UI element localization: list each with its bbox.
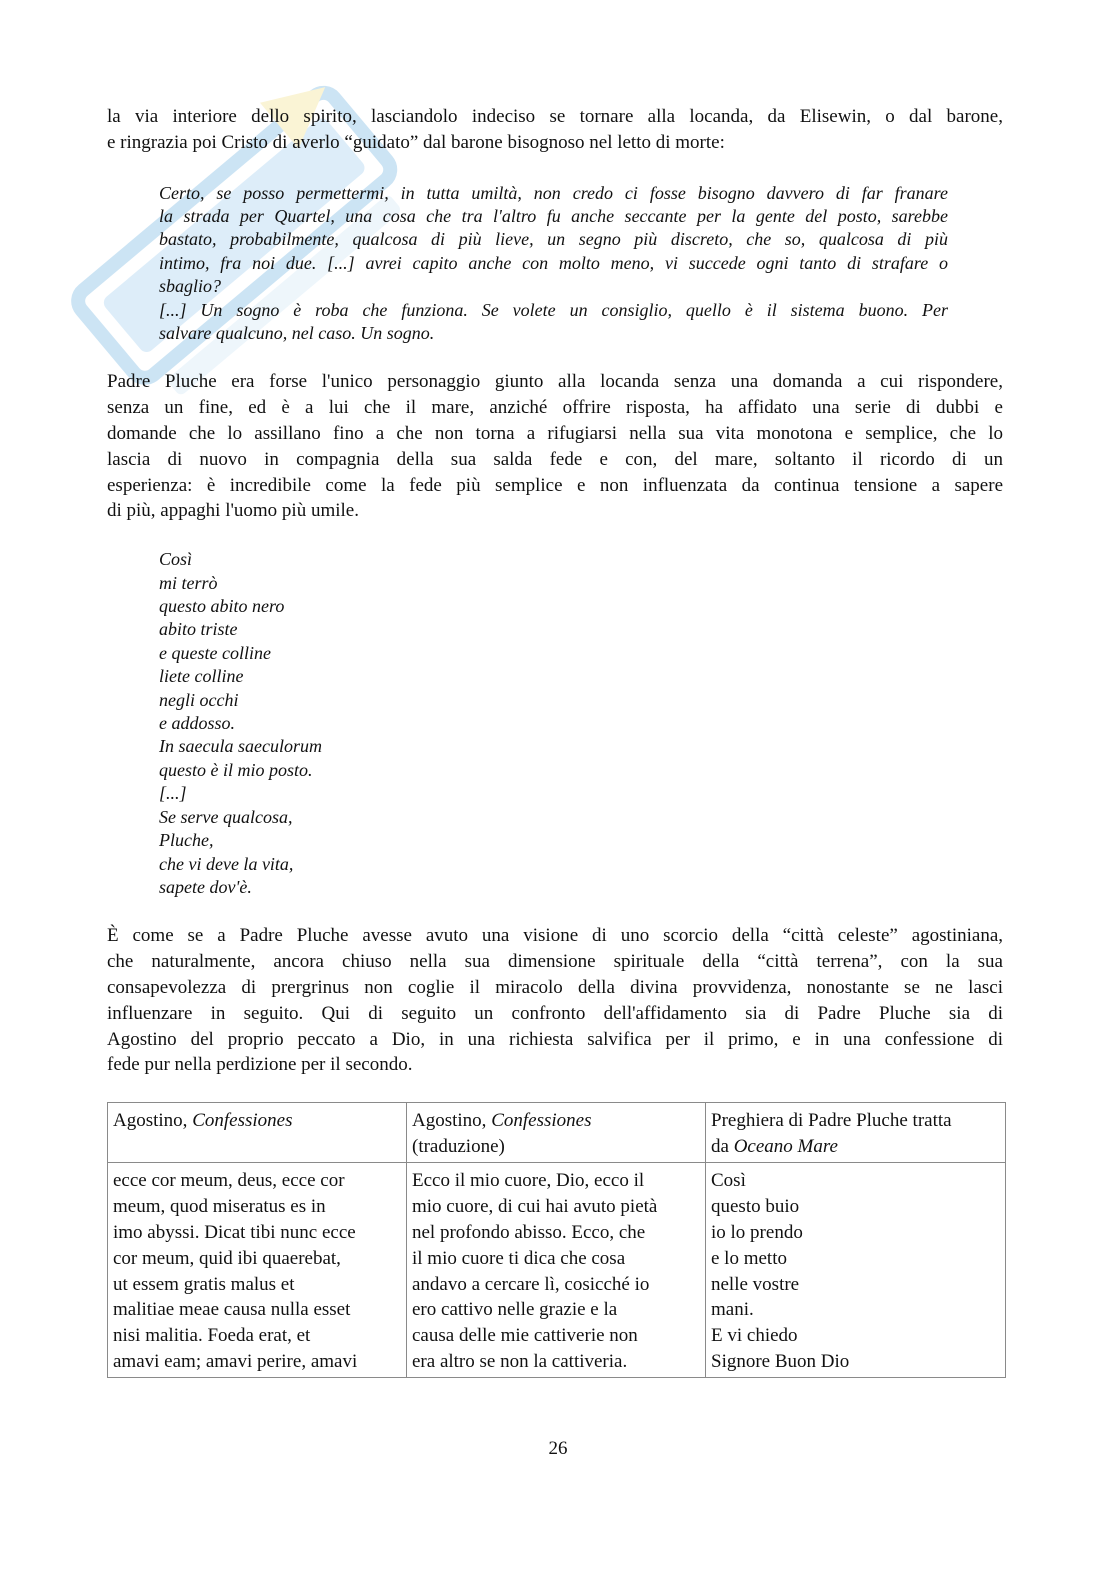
poem-line: Se serve qualcosa,: [159, 806, 293, 827]
quote-line: bastato, probabilmente, qualcosa di più lieve, un segno più discreto, che so, qualcosa di più: [159, 229, 948, 250]
text-line: la via interiore dello spirito, lasciandolo indeciso se tornare alla locanda, da Elisewin, o dal barone,: [107, 106, 1003, 127]
paragraph-intro: [107, 104, 1003, 156]
text-line: e ringrazia poi Cristo di averlo “guidato” dal barone bisognoso nel letto di morte:: [107, 131, 725, 153]
table-header-cell: Agostino, Confessiones: [108, 1103, 407, 1163]
table-header-row: [108, 1103, 1006, 1163]
quote-line: [...] Un sogno è roba che funziona. Se volete un consiglio, quello è il sistema buono. Per: [159, 299, 948, 320]
table-cell-prayer: Così questo buio io lo prendo e lo metto nelle vostre mani. E vi chiedo Signore Buon Dio: [706, 1162, 1006, 1377]
poem-line: abito triste: [159, 619, 238, 640]
table-header-cell: Agostino, Confessiones (traduzione): [407, 1103, 706, 1163]
table-cell-translation: Ecco il mio cuore, Dio, ecco il mio cuore, di cui hai avuto pietà nel profondo abisso. Ecco, che il mio cuore ti dica che cosa andavo a cercare lì, cosicché io ero cattivo nelle grazie e la causa delle mie cattiverie non era altro se non la cattiveria.: [407, 1162, 706, 1377]
table-header-cell: Preghiera di Padre Pluche tratta da Oceano Mare: [706, 1103, 1006, 1163]
text-line: influenzare in seguito. Qui di seguito un confronto dell'affidamento sia di Padre Pluche sia di: [107, 1002, 1003, 1024]
paragraph-pluche: [107, 369, 1003, 524]
poem-line: questo abito nero: [159, 596, 285, 617]
page-number: 26: [548, 1438, 568, 1459]
poem-line: che vi deve la vita,: [159, 853, 294, 874]
block-quote: [159, 182, 948, 346]
poem-line: e queste colline: [159, 642, 271, 663]
text-line: lascia di nuovo in compagnia della sua salda fede e con, del mare, soltanto il ricordo di un: [107, 448, 1003, 470]
table-row: [108, 1162, 1006, 1377]
poem-line: negli occhi: [159, 689, 239, 710]
poem-line: Così: [159, 549, 193, 570]
quote-line: intimo, fra noi due. [...] avrei capito anche con molto meno, vi succede ogni tanto di strafare o: [159, 252, 948, 273]
text-line: che naturalmente, ancora chiuso nella sua dimensione spirituale della “città terrena”, con la sua: [107, 951, 1003, 973]
poem-line: sapete dov'è.: [159, 876, 252, 897]
poem-line: liete colline: [159, 666, 244, 687]
quote-line: la strada per Quartel, una cosa che tra l'altro fu anche seccante per la gente del posto, sarebbe: [159, 206, 948, 226]
text-line: consapevolezza di prergrinus non coglie il miracolo della divina provvidenza, nonostante se ne lasci: [107, 976, 1003, 998]
text-line: fede pur nella perdizione per il secondo.: [107, 1054, 413, 1076]
text-line: senza un fine, ed è a lui che il mare, anziché offrire risposta, ha affidato una serie di dubbi e: [107, 397, 1003, 419]
poem-line: e addosso.: [159, 713, 235, 734]
text-line: domande che lo assillano fino a che non torna a rifugiarsi nella sua vita monotona e semplice, che lo: [107, 423, 1003, 445]
text-line: Agostino del proprio peccato a Dio, in una richiesta salvifica per il primo, e in una confessione di: [107, 1028, 1003, 1050]
quote-line: Certo, se posso permettermi, in tutta umiltà, non credo ci fosse bisogno davvero di far franare: [159, 182, 948, 203]
text-line: Padre Pluche era forse l'unico personaggio giunto alla locanda senza una domanda a cui rispondere,: [107, 371, 1003, 393]
comparison-table: [107, 1102, 1006, 1378]
text-line: È come se a Padre Pluche avesse avuto una visione di uno scorcio della “città celeste” agostiniana,: [107, 925, 1003, 947]
document-page: [107, 104, 1003, 1378]
text-line: esperienza: è incredibile come la fede più semplice e non influenzata da continua tensione a sapere: [107, 474, 1003, 496]
text-line: di più, appaghi l'uomo più umile.: [107, 500, 359, 522]
poem-line: mi terrò: [159, 572, 218, 593]
poem-line: Pluche,: [159, 830, 214, 851]
poem-line: In saecula saeculorum: [159, 736, 322, 757]
poem-quote: [159, 548, 1003, 899]
quote-line: sbaglio?: [159, 276, 222, 297]
table-cell-latin: ecce cor meum, deus, ecce cor meum, quod miseratus es in imo abyssi. Dicat tibi nunc ecce cor meum, quid ibi quaerebat, ut essem gratis malus et malitiae meae causa nulla esset nisi malitia. Foeda erat, et amavi eam; amavi perire, amavi: [108, 1162, 407, 1377]
quote-line: salvare qualcuno, nel caso. Un sogno.: [159, 323, 435, 344]
poem-line: [...]: [159, 783, 187, 804]
paragraph-comparison: [107, 923, 1003, 1078]
poem-line: questo è il mio posto.: [159, 759, 313, 780]
